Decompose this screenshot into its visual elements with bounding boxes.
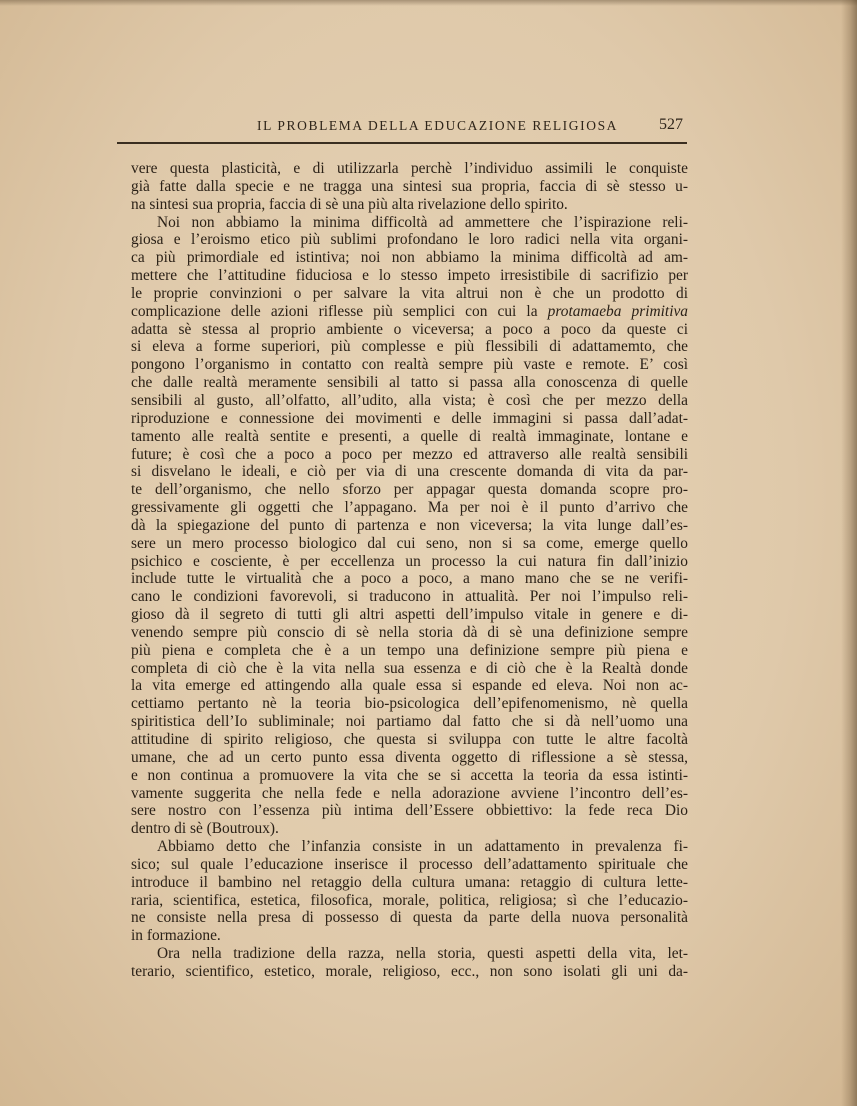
text-line: te dell’organismo, che nello sforzo per appagar questa domanda scopre pro- [131,481,688,499]
page-right-edge [841,0,857,1106]
text-line: Abbiamo detto che l’infanzia consiste in un adattamento in prevalenza fi- [157,838,688,856]
text-line-start: complicazione delle azioni riflesse più semplici con cui la [131,302,548,320]
text-line: in formazione. [131,927,221,945]
text-line: pongono l’organismo in contatto con realtà sempre più vaste e remote. E’ così [131,356,688,374]
text-line: sico; sul quale l’educazione inserisce il processo dell’adattamento spirituale che [131,855,688,873]
text-line: le proprie convinzioni o per salvare la vita altrui non è che un prodotto di [131,284,688,302]
text-line: terario, scientifico, estetico, morale, religioso, ecc., non sono isolati gli uni da- [131,962,688,980]
text-line: include tutte le virtualità che a poco a poco, a mano mano che se ne verifi- [131,570,688,588]
text-line: introduce il bambino nel retaggio della cultura umana: retaggio di cultura lette- [131,873,688,891]
text-line: sere nostro con l’essenza più intima dell’Essere obbiettivo: la fede reca Dio [131,802,688,820]
text-line: spiritistica dell’Io subliminale; noi partiamo dal fatto che si dà nell’uomo una [131,713,688,731]
italic-term: protamaeba primitiva [547,302,688,320]
text-line: la vita emerge ed attingendo alla quale essa si espande ed eleva. Noi non ac- [131,677,688,695]
text-line: dentro di sè (Boutroux). [131,820,279,838]
page-top-edge [0,0,857,6]
text-line: umane, che ad un certo punto essa diventa oggetto di riflessione a sè stessa, [131,748,688,766]
running-header [117,118,687,142]
text-line: adatta sè stessa al proprio ambiente o viceversa; a poco a poco da queste ci [131,320,688,338]
text-line: na sintesi sua propria, faccia di sè una più alta rivelazione dello spirito. [131,195,568,213]
text-line: vamente suggerita che nella fede e nella adorazione avviene l’incontro dell’es- [131,784,688,802]
text-line: gioso dà il segreto di tutti gli altri aspetti dell’impulso vitale in genere e di- [131,606,688,624]
text-line: completa di ciò che è la vita nella sua essenza e di ciò che è la Realtà donde [131,659,688,677]
text-line: e non continua a promuovere la vita che se si accetta la teoria da essa istinti- [131,766,688,784]
text-line: future; è così che a poco a poco per mezzo ed attraverso alle realtà sensibili [131,445,688,463]
text-line: ca più primordiale ed istintiva; noi non abbiamo la minima difficoltà ad am- [131,249,688,267]
text-line: sensibili al gusto, all’olfatto, all’udito, alla vista; è così che per mezzo della [131,391,688,409]
text-line: Ora nella tradizione della razza, nella storia, questi aspetti della vita, let- [157,945,688,963]
text-line: venendo sempre più conscio di sè nella storia dà di sè una definizione sempre [131,623,688,641]
text-line: si disvelano le ideali, e ciò per via di una crescente domanda di vita da par- [131,463,688,481]
text-line: raria, scientifica, estetica, filosofica, morale, politica, religiosa; sì che l’educazio- [131,891,688,909]
text-line: mettere che l’attitudine fiduciosa e lo stesso impeto irresistibile di sacrifizio per [131,267,688,285]
text-line: vere questa plasticità, e di utilizzarla perchè l’individuo assimili le conquiste [131,160,688,177]
text-line: cettiamo pertanto nè la teoria bio-psicologica dell’epifenomenismo, nè quella [131,695,688,713]
text-line: si eleva a forme superiori, più complesse e più flessibili di adattamemto, che [131,338,688,356]
text-line: gressivamente gli oggetti che l’appagano. Ma per noi è il punto d’arrivo che [131,499,688,517]
text-line: più piena e completa che è a un tempo una definizione sempre più piena e [131,641,688,659]
text-line: cano le condizioni favorevoli, si traducono in attualità. Per noi l’impulso reli- [131,588,688,606]
text-line [131,303,688,321]
text-line: riproduzione e connessione dei movimenti e delle immagini si passa dall’adat- [131,409,688,427]
text-line: giosa e l’eroismo etico più sublimi profondano le loro radici nella vita organi- [131,231,688,249]
text-line: ne consiste nella presa di possesso di questa da parte della nuova personalità [131,909,688,927]
body-text [131,160,688,981]
text-line: psichico e cosciente, è per eccellenza un processo la cui natura fin dall’inizio [131,552,688,570]
text-line: che dalle realtà meramente sensibili al tatto si passa alla conoscenza di quelle [131,374,688,392]
text-line: sere un mero processo biologico dal cui seno, non si sa come, emerge quello [131,534,688,552]
running-title: IL PROBLEMA DELLA EDUCAZIONE RELIGIOSA [257,118,619,133]
header-rule [117,142,687,144]
text-line: dà la spiegazione del punto di partenza e non viceversa; la vita lunge dall’es- [131,516,688,534]
text-line: Noi non abbiamo la minima difficoltà ad ammettere che l’ispirazione reli- [157,213,688,231]
page-number: 527 [659,116,683,133]
text-line: attitudine di spirito religioso, che questa si sviluppa con tutte le altre facoltà [131,731,688,748]
text-line: tamento alle realtà sentite e presenti, a quelle di realtà immaginate, lontane e [131,427,688,445]
text-line: già fatte dalla specie e ne tragga una sintesi sua propria, faccia di sè stesso u- [131,177,688,195]
